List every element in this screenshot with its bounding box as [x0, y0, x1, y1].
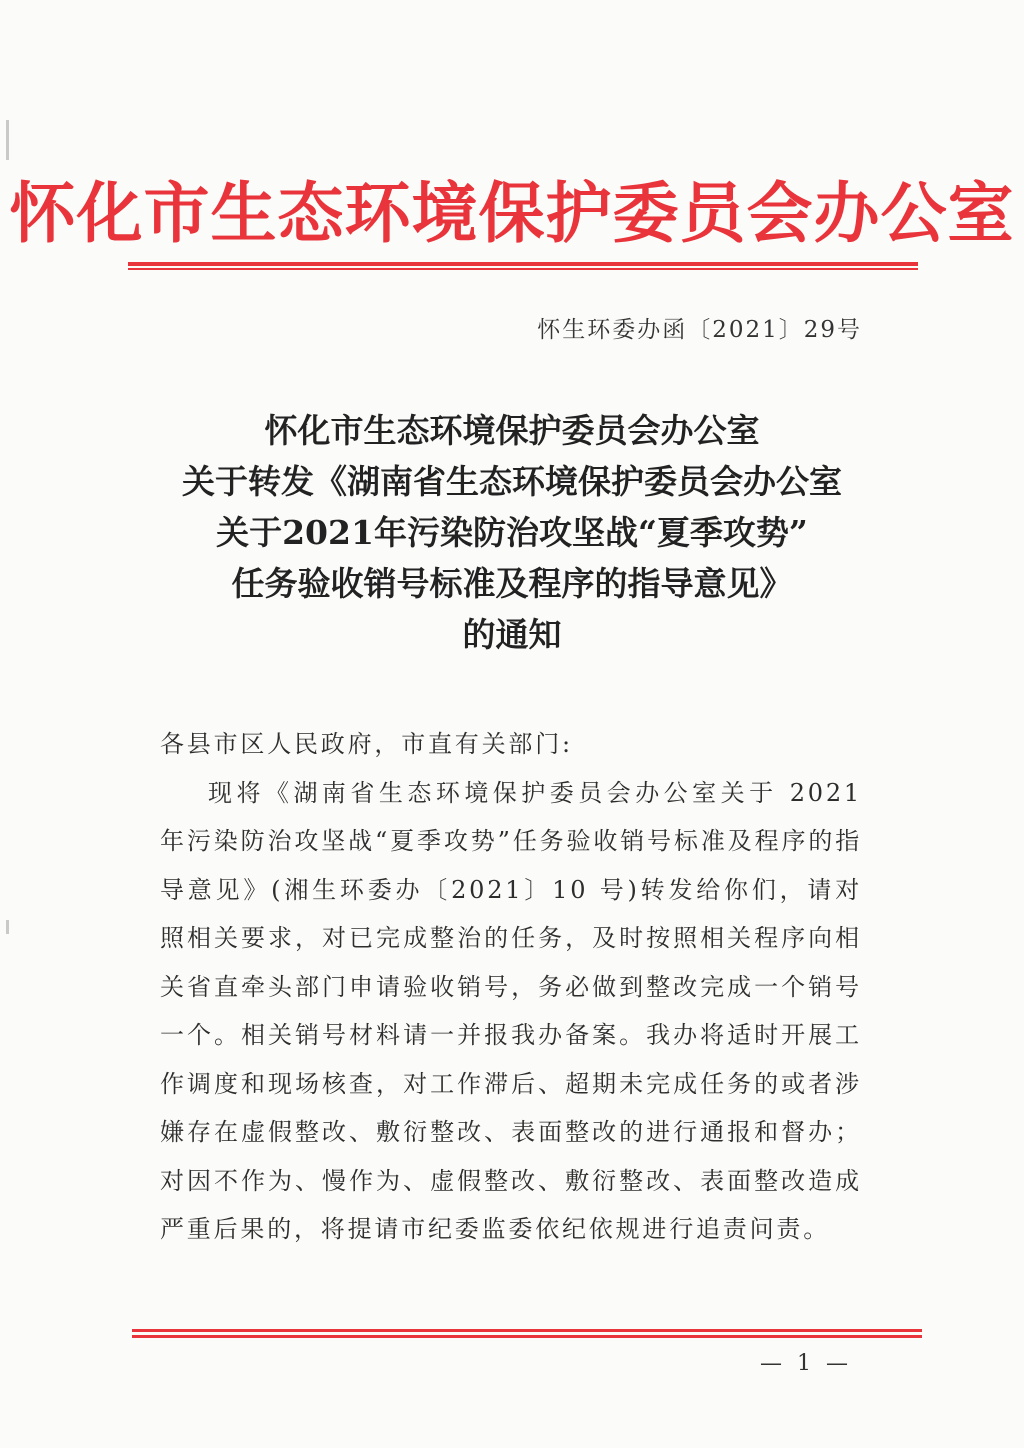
footer-red-rule: [132, 1329, 922, 1339]
title-line: 的通知: [462, 615, 562, 654]
title-line: 关于2021年污染防治攻坚战“夏季攻势”: [216, 513, 808, 552]
scan-edge-mark: [6, 920, 9, 934]
title-line: 关于转发《湖南省生态环境保护委员会办公室: [182, 462, 842, 501]
title-line: 任务验收销号标准及程序的指导意见》: [231, 564, 793, 603]
body-paragraph: 现将《湖南省生态环境保护委员会办公室关于 2021 年污染防治攻坚战“夏季攻势”任务验收销号标准及程序的指导意见》(湘生环委办〔2021〕10 号)转发给你们，请对照相关要求，对已完成整治的任务，及时按照相关程序向相关省直牵头部门申请验收销号，务必做到整改完成一个销号一个。相关销号材料请一并报我办备案。我办将适时开展工作调度和现场核查，对工作滞后、超期未完成任务的或者涉嫌存在虚假整改、敷衍整改、表面整改的进行通报和督办；对因不作为、慢作为、虚假整改、敷衍整改、表面整改造成严重后果的，将提请市纪委监委依纪依规进行追责问责。: [160, 778, 862, 1243]
document-title: [0, 405, 1024, 660]
issuer-header: 怀化市生态环境保护委员会办公室: [9, 174, 1015, 252]
header-red-rule: [128, 262, 918, 270]
document-number: 怀生环委办函〔2021〕29号: [537, 317, 862, 343]
document-body: [160, 720, 862, 1254]
scan-edge-mark: [6, 120, 9, 160]
title-line: 怀化市生态环境保护委员会办公室: [264, 411, 760, 450]
addressee: 各县市区人民政府，市直有关部门:: [160, 730, 573, 758]
page-number: — 1 —: [760, 1351, 852, 1376]
